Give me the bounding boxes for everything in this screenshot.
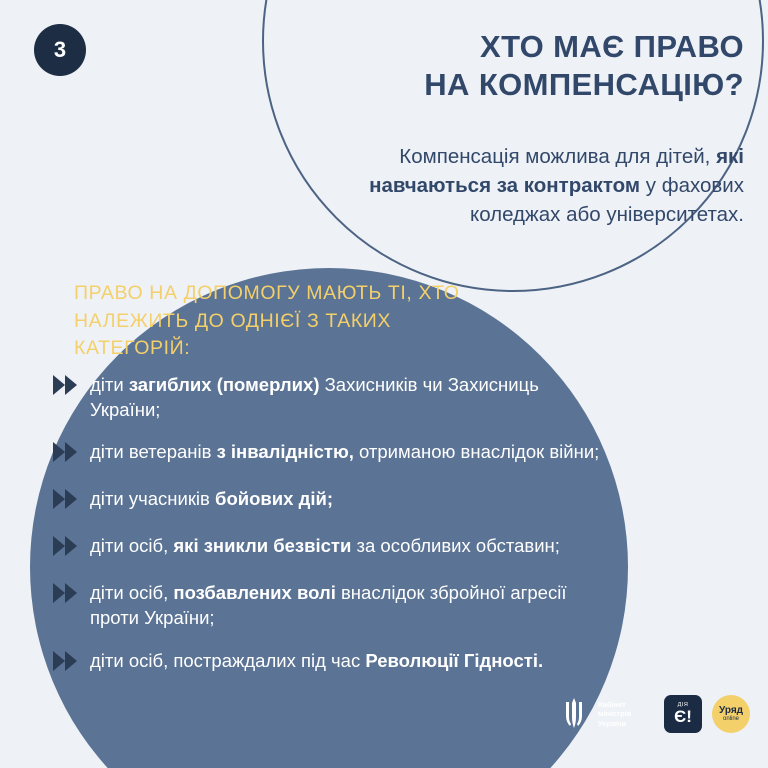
logo-row [560, 694, 750, 734]
arrow-bullet-icon [52, 535, 78, 557]
list-item-bold: бойових дій; [215, 488, 334, 510]
diia-logo-big-text: Є! [674, 707, 692, 727]
list-item-text [90, 533, 560, 558]
list-item-part-2: Захисників чи Захисниць України; [90, 374, 539, 421]
slide-number-badge [34, 24, 86, 76]
list-item-bold: з інвалідністю, [216, 441, 354, 463]
cabmin-line-1: Кабінет [598, 699, 626, 709]
list-item-bold: які зникли безвісти [173, 535, 352, 557]
list-item-part-1: діти осіб, [90, 535, 174, 557]
list-item-text [90, 372, 612, 422]
list-item-part-1: діти осіб, [90, 582, 174, 604]
list-item-text [90, 648, 543, 673]
list-item-part-1: діти ветеранів [90, 441, 217, 463]
categories-list [52, 372, 612, 695]
categories-heading: ПРАВО НА ДОПОМОГУ МАЮТЬ ТІ, ХТО НАЛЕЖИТЬ ДО ОДНІЄЇ З ТАКИХ КАТЕГОРІЙ: [74, 282, 460, 360]
list-item [52, 486, 612, 516]
arrow-bullet-icon [52, 374, 78, 396]
list-item-part-1: діти учасників [90, 488, 216, 510]
intro-text-part-2: у фахових коледжах або університетах. [470, 174, 744, 227]
arrow-bullet-icon [52, 650, 78, 672]
list-item [52, 580, 612, 630]
list-item [52, 648, 612, 678]
diia-logo-small-text: ДІЯ [677, 701, 689, 708]
uryad-online-logo [712, 695, 750, 733]
uryad-logo-big-text: Уряд [719, 704, 743, 716]
arrow-bullet-icon [52, 488, 78, 510]
list-item-part-2: отриманою внаслідок війни; [353, 441, 600, 463]
list-item-bold: загиблих (померлих) [128, 374, 320, 395]
page-title-line-1: ХТО МАЄ ПРАВО [480, 29, 744, 64]
list-item [52, 439, 612, 469]
list-item-part-1: діти [90, 374, 129, 395]
intro-paragraph [364, 142, 744, 229]
arrow-bullet-icon [52, 582, 78, 604]
list-item-text [90, 486, 333, 511]
intro-text-bold: які навчаються за контрактом [369, 145, 744, 198]
cabmin-line-3: України [598, 718, 627, 728]
list-item-text [90, 580, 612, 630]
page-title-line-2: НА КОМПЕНСАЦІЮ? [424, 66, 744, 102]
diia-logo [664, 695, 702, 733]
page-title [324, 28, 744, 104]
list-item-text [90, 439, 599, 464]
uryad-logo-small-text: online [722, 716, 739, 723]
cabmin-line-2: міністрів [598, 709, 632, 719]
arrow-bullet-icon [52, 441, 78, 463]
intro-text-part-1: Компенсація можлива для дітей, [399, 145, 717, 168]
list-item-part-1: діти осіб, постраждалих під час [90, 649, 366, 671]
slide-number: 3 [53, 37, 67, 62]
list-item [52, 372, 612, 422]
list-item [52, 533, 612, 563]
list-item-part-2: внаслідок збройної агресії проти України; [90, 582, 567, 629]
ukraine-trident-icon [560, 694, 588, 734]
list-item-bold: позбавлених волі [173, 582, 336, 604]
list-item-bold: Революції Гідності. [365, 649, 544, 671]
cabinet-of-ministers-logo [598, 700, 654, 728]
list-item-part-2: за особливих обставин; [351, 535, 560, 557]
